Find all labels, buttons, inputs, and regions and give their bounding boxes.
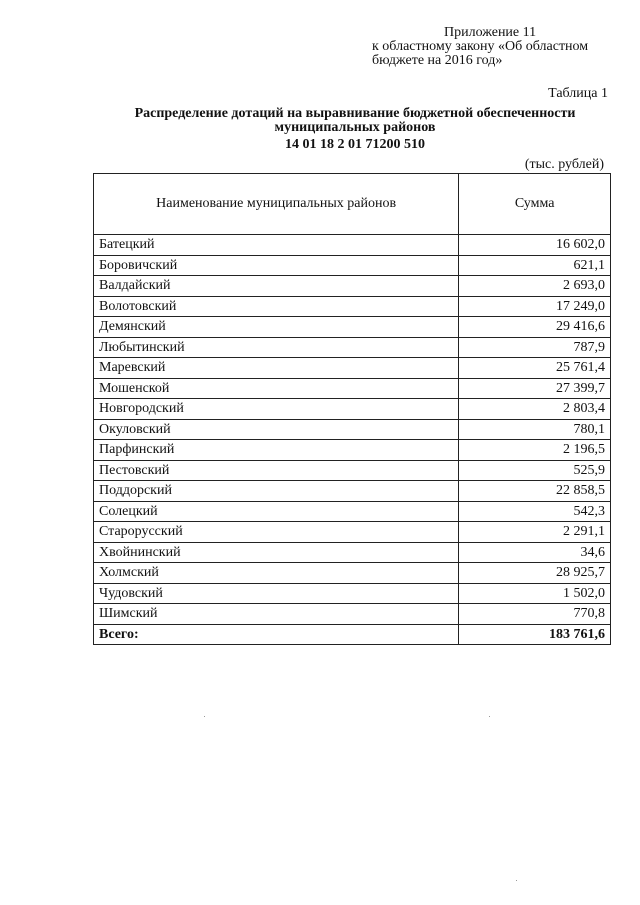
- district-name-cell: Окуловский: [94, 419, 459, 440]
- appendix-line-2: к областному закону «Об областном: [372, 39, 589, 54]
- district-name-cell: Батецкий: [94, 235, 459, 256]
- district-name-cell: Новгородский: [94, 399, 459, 420]
- sum-cell: 770,8: [459, 604, 611, 625]
- district-name-cell: Холмский: [94, 563, 459, 584]
- sum-cell: 2 803,4: [459, 399, 611, 420]
- district-name-cell: Демянский: [94, 317, 459, 338]
- budget-classification-code: 14 01 18 2 01 71200 510: [285, 137, 425, 152]
- sum-cell: 525,9: [459, 460, 611, 481]
- district-name-cell: Поддорский: [94, 481, 459, 502]
- sum-cell: 2 291,1: [459, 522, 611, 543]
- total-sum-cell: 183 761,6: [459, 624, 611, 645]
- district-name-cell: Пестовский: [94, 460, 459, 481]
- table-number: Таблица 1: [548, 86, 608, 101]
- table-row: [94, 378, 611, 399]
- table-row: [94, 317, 611, 338]
- table-row: [94, 604, 611, 625]
- sum-cell: 17 249,0: [459, 296, 611, 317]
- subsidy-table: [93, 173, 611, 645]
- table-row: [94, 358, 611, 379]
- table-header-row: [94, 174, 611, 235]
- district-name-cell: Волотовский: [94, 296, 459, 317]
- district-name-cell: Маревский: [94, 358, 459, 379]
- scan-speck: [204, 716, 205, 717]
- table-row: [94, 542, 611, 563]
- table-row: [94, 255, 611, 276]
- table-row: [94, 296, 611, 317]
- title-line-1: Распределение дотаций на выравнивание бюджетной обеспеченности: [134, 106, 576, 121]
- sum-cell: 16 602,0: [459, 235, 611, 256]
- appendix-line-3: бюджете на 2016 год»: [372, 53, 503, 68]
- table-row: [94, 419, 611, 440]
- sum-cell: 29 416,6: [459, 317, 611, 338]
- table-row: [94, 276, 611, 297]
- total-row: [94, 624, 611, 645]
- table-row: [94, 481, 611, 502]
- district-name-cell: Боровичский: [94, 255, 459, 276]
- sum-cell: 787,9: [459, 337, 611, 358]
- scan-speck: [489, 716, 490, 717]
- district-name-cell: Хвойнинский: [94, 542, 459, 563]
- appendix-line-1: Приложение 11: [444, 25, 537, 40]
- district-name-cell: Чудовский: [94, 583, 459, 604]
- sum-cell: 542,3: [459, 501, 611, 522]
- header-sum: Сумма: [459, 174, 611, 235]
- district-name-cell: Солецкий: [94, 501, 459, 522]
- table-row: [94, 337, 611, 358]
- district-name-cell: Шимский: [94, 604, 459, 625]
- title-line-2: муниципальных районов: [274, 120, 436, 135]
- district-name-cell: Валдайский: [94, 276, 459, 297]
- table-row: [94, 501, 611, 522]
- district-name-cell: Старорусский: [94, 522, 459, 543]
- scan-speck: [516, 880, 517, 881]
- appendix-note: [372, 26, 622, 68]
- table-row: [94, 522, 611, 543]
- table-row: [94, 399, 611, 420]
- sum-cell: 2 196,5: [459, 440, 611, 461]
- district-name-cell: Парфинский: [94, 440, 459, 461]
- district-name-cell: Мошенской: [94, 378, 459, 399]
- sum-cell: 1 502,0: [459, 583, 611, 604]
- header-district-name: Наименование муниципальных районов: [94, 174, 459, 235]
- sum-cell: 621,1: [459, 255, 611, 276]
- sum-cell: 34,6: [459, 542, 611, 563]
- district-name-cell: Любытинский: [94, 337, 459, 358]
- sum-cell: 780,1: [459, 419, 611, 440]
- sum-cell: 27 399,7: [459, 378, 611, 399]
- total-label-cell: Всего:: [94, 624, 459, 645]
- table-row: [94, 583, 611, 604]
- table-row: [94, 440, 611, 461]
- table-row: [94, 460, 611, 481]
- sum-cell: 28 925,7: [459, 563, 611, 584]
- table-row: [94, 235, 611, 256]
- units-label: (тыс. рублей): [524, 157, 604, 172]
- document-title: [80, 107, 630, 135]
- sum-cell: 2 693,0: [459, 276, 611, 297]
- table-row: [94, 563, 611, 584]
- sum-cell: 25 761,4: [459, 358, 611, 379]
- sum-cell: 22 858,5: [459, 481, 611, 502]
